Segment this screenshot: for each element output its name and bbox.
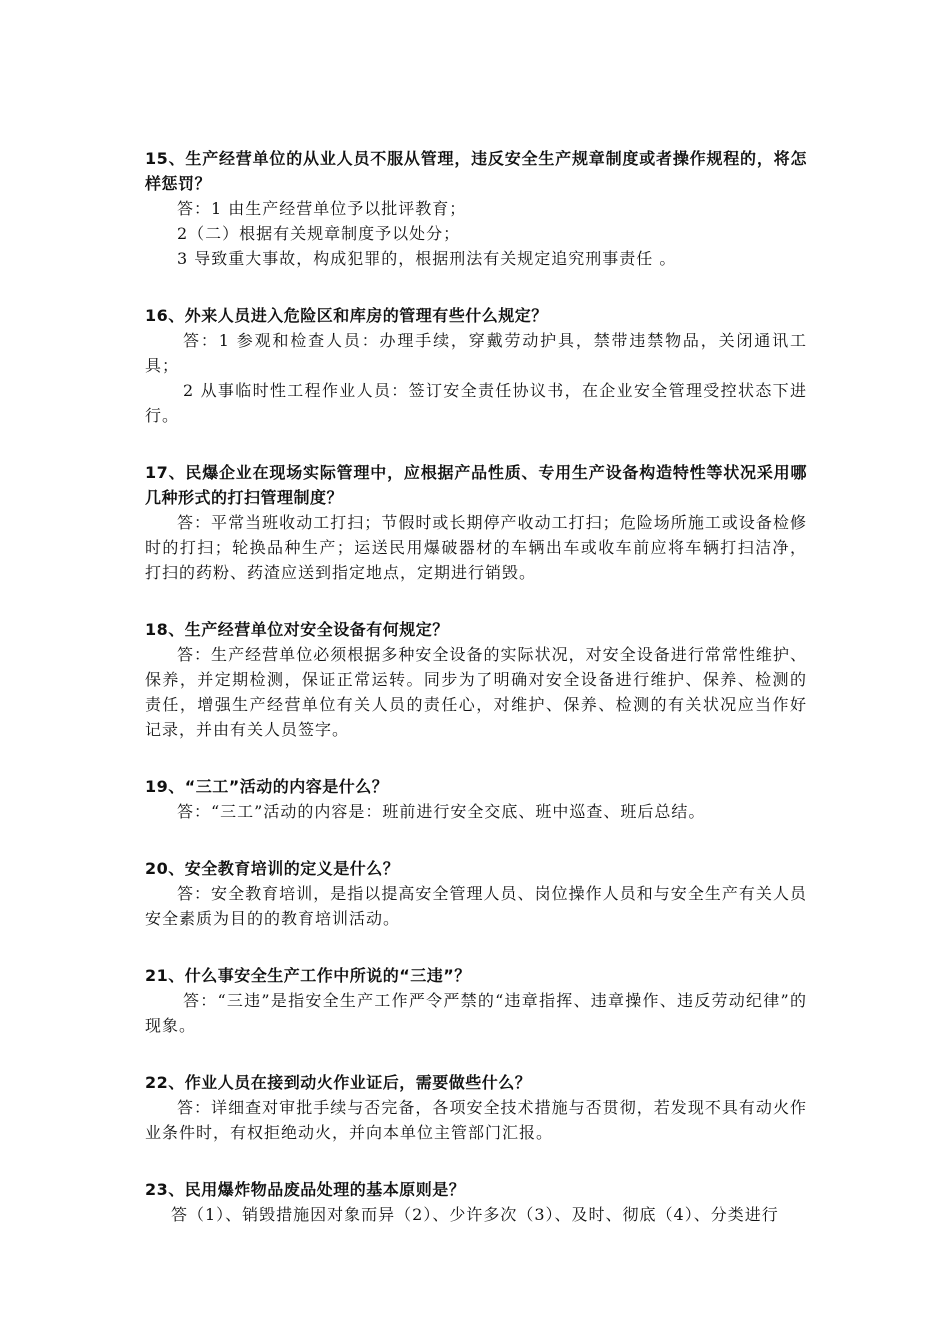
answer-19: 答：“三工”活动的内容是：班前进行安全交底、班中巡查、班后总结。	[177, 802, 706, 821]
answer-18: 答：生产经营单位必须根据多种安全设备的实际状况，对安全设备进行常常性维护、保养，并定期检测，保证正常运转。同步为了明确对安全设备进行维护、保养、检测的责任，增强生产经营单位有关人员的责任心，对维护、保养、检测的有关状况应当作好记录，并由有关人员签字。	[145, 645, 807, 739]
answer-15-1: 答：1 由生产经营单位予以批评教育；	[177, 199, 467, 218]
document-page	[145, 146, 807, 1259]
qa-item-21	[145, 963, 807, 1038]
question-16: 16、外来人员进入危险区和库房的管理有些什么规定？	[145, 306, 548, 325]
answer-16-1: 答：1 参观和检查人员：办理手续，穿戴劳动护具，禁带违禁物品，关闭通讯工具；	[145, 331, 807, 375]
answer-21: 答：“三违”是指安全生产工作严令严禁的“违章指挥、违章操作、违反劳动纪律”的现象。	[145, 991, 807, 1035]
question-17: 17、民爆企业在现场实际管理中，应根据产品性质、专用生产设备构造特性等状况采用哪几种形式的打扫管理制度？	[145, 463, 807, 507]
qa-item-23	[145, 1177, 807, 1227]
answer-15-2: 2（二）根据有关规章制度予以处分；	[177, 224, 461, 243]
answer-22: 答：详细查对审批手续与否完备，各项安全技术措施与否贯彻，若发现不具有动火作业条件时，有权拒绝动火，并向本单位主管部门汇报。	[145, 1098, 807, 1142]
answer-16-2: 2 从事临时性工程作业人员：签订安全责任协议书，在企业安全管理受控状态下进行。	[145, 381, 807, 425]
qa-item-22	[145, 1070, 807, 1145]
answer-20: 答：安全教育培训，是指以提高安全管理人员、岗位操作人员和与安全生产有关人员安全素质为目的的教育培训活动。	[145, 884, 807, 928]
qa-item-20	[145, 856, 807, 931]
question-20: 20、安全教育培训的定义是什么？	[145, 859, 400, 878]
question-22: 22、作业人员在接到动火作业证后，需要做些什么？	[145, 1073, 532, 1092]
answer-15-3: 3 导致重大事故，构成犯罪的，根据刑法有关规定追究刑事责任 。	[177, 249, 677, 268]
question-23: 23、民用爆炸物品废品处理的基本原则是？	[145, 1180, 466, 1199]
question-15: 15、生产经营单位的从业人员不服从管理，违反安全生产规章制度或者操作规程的，将怎样惩罚？	[145, 149, 807, 193]
question-18: 18、生产经营单位对安全设备有何规定？	[145, 620, 449, 639]
qa-item-19	[145, 774, 807, 824]
question-19: 19、“三工”活动的内容是什么？	[145, 777, 389, 796]
qa-item-15	[145, 146, 807, 271]
qa-item-17	[145, 460, 807, 585]
answer-23: 答（1）、销毁措施因对象而异（2）、少许多次（3）、及时、彻底（4）、分类进行	[171, 1205, 779, 1224]
question-21: 21、什么事安全生产工作中所说的“三违”？	[145, 966, 471, 985]
answer-17: 答：平常当班收动工打扫；节假时或长期停产收动工打扫；危险场所施工或设备检修时的打扫；轮换品种生产；运送民用爆破器材的车辆出车或收车前应将车辆打扫洁净，打扫的药粉、药渣应送到指定地点，定期进行销毁。	[145, 513, 807, 582]
qa-item-18	[145, 617, 807, 742]
qa-item-16	[145, 303, 807, 428]
